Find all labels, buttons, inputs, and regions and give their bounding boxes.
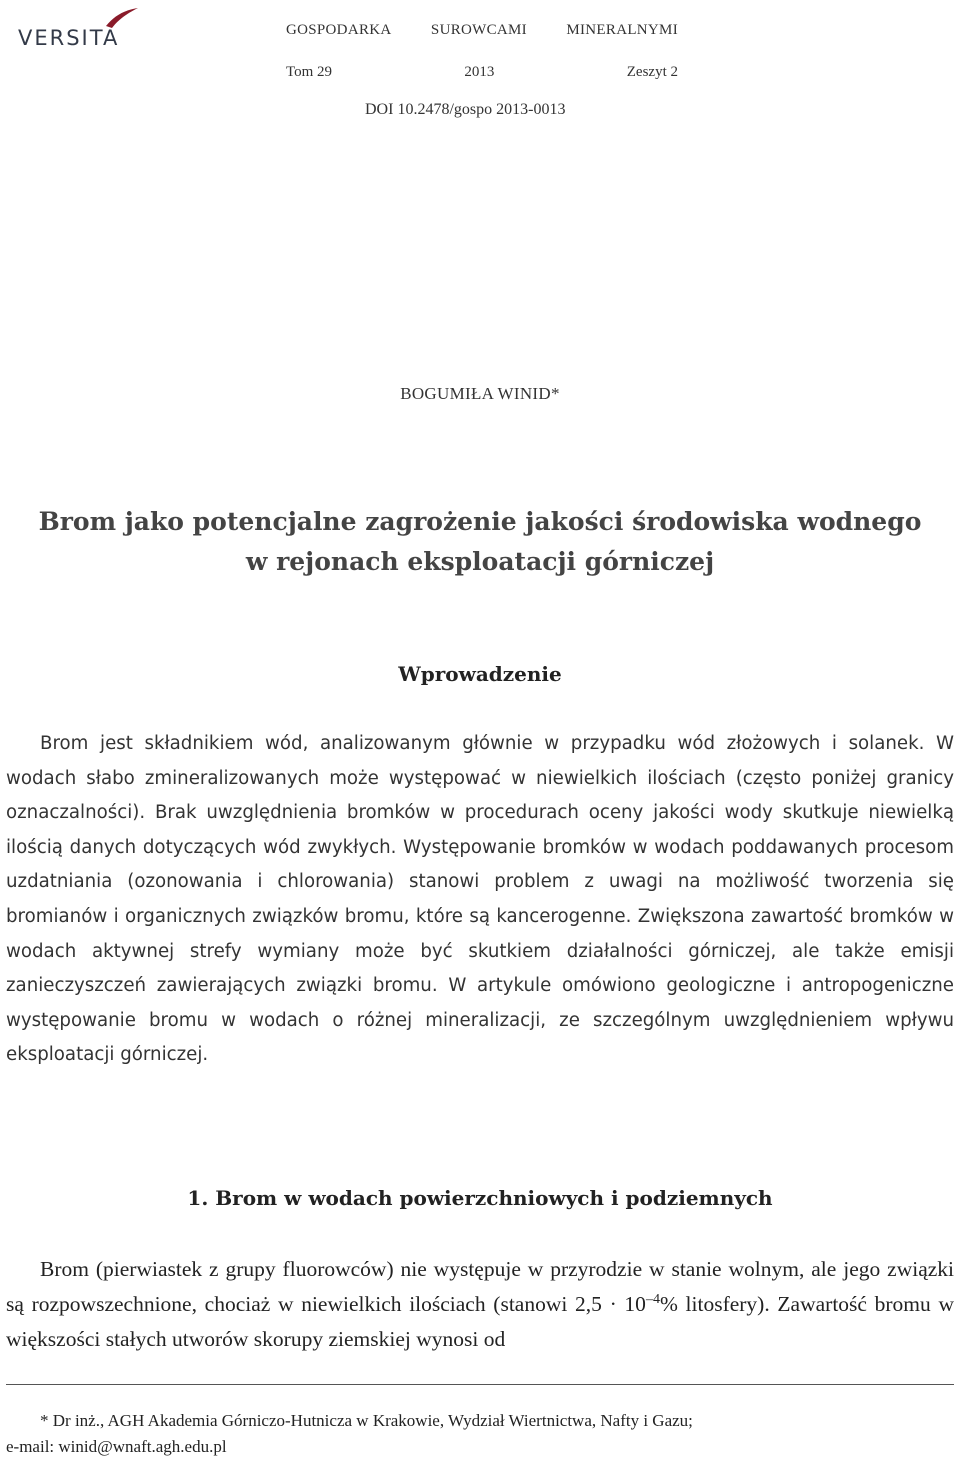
- body-paragraph: [6, 1252, 954, 1357]
- author-name: BOGUMIŁA WINID*: [400, 384, 560, 403]
- publisher-logo: [14, 6, 144, 50]
- issue-info: [286, 64, 678, 81]
- journal-name-word: SUROWCAMI: [430, 22, 527, 38]
- journal-name: [286, 22, 678, 39]
- journal-name-word: MINERALNYMI: [566, 22, 678, 38]
- footnote-affiliation: * Dr inż., AGH Akademia Górniczo-Hutnicza w Krakowie, Wydział Wiertnictwa, Nafty i Gazu;: [40, 1411, 693, 1430]
- body-text-start: Brom (pierwiastek z grupy fluorowców) nie występuje w przyrodzie w stanie wolnym, ale jego związki są rozpowszechnione, chociaż w niewielkich ilościach (stanowi 2,5 · 10: [6, 1257, 954, 1316]
- issue-number: Zeszyt 2: [626, 64, 678, 80]
- footnote-email: e-mail: winid@wnaft.agh.edu.pl: [6, 1437, 227, 1456]
- footnote: [6, 1408, 954, 1460]
- section-heading: 1. Brom w wodach powierzchniowych i podziemnych: [187, 1186, 773, 1210]
- abstract-text: Brom jest składnikiem wód, analizowanym głównie w przypadku wód złożowych i solanek. W wodach słabo zmineralizowanych może występować w niewielkich ilościach (często poniżej granicy oznaczalności). Brak uwzględnienia bromków w procedurach oceny jakości wody skutkuje niewielką ilością danych dotyczących wód zwykłych. Występowanie bromków w wodach poddawanych procesom uzdatniania (ozonowania i chlorowania) stanowi problem z uwagi na możliwość tworzenia się bromianów i organicznych związków bromu, które są kancerogenne. Zwiększona zawartość bromków w wodach aktywnej strefy wymiany może być skutkiem działalności górniczej, ale także emisji zanieczyszczeń zawierających związki bromu. W artykule omówiono geologiczne i antropogeniczne występowanie bromu w wodach o różnej mineralizacji, ze szczególnym uwzględnieniem wpływu eksploatacji górniczej.: [6, 733, 954, 1066]
- title-line: w rejonach eksploatacji górniczej: [245, 547, 715, 576]
- title-line: Brom jako potencjalne zagrożenie jakości środowiska wodnego: [38, 507, 922, 536]
- journal-name-word: GOSPODARKA: [286, 22, 392, 38]
- volume: Tom 29: [286, 64, 333, 80]
- footnote-divider: [6, 1384, 954, 1385]
- logo-wordmark: VERSITA: [18, 26, 120, 50]
- year: 2013: [464, 64, 495, 80]
- article-title: [0, 502, 960, 582]
- intro-heading: Wprowadzenie: [398, 662, 562, 686]
- body-text-end: % litosfery). Zawartość bromu w większości stałych utworów skorupy ziemskiej wynosi od: [6, 1292, 954, 1351]
- doi: DOI 10.2478/gospo 2013-0013: [365, 101, 566, 118]
- exponent: –4: [645, 1291, 660, 1307]
